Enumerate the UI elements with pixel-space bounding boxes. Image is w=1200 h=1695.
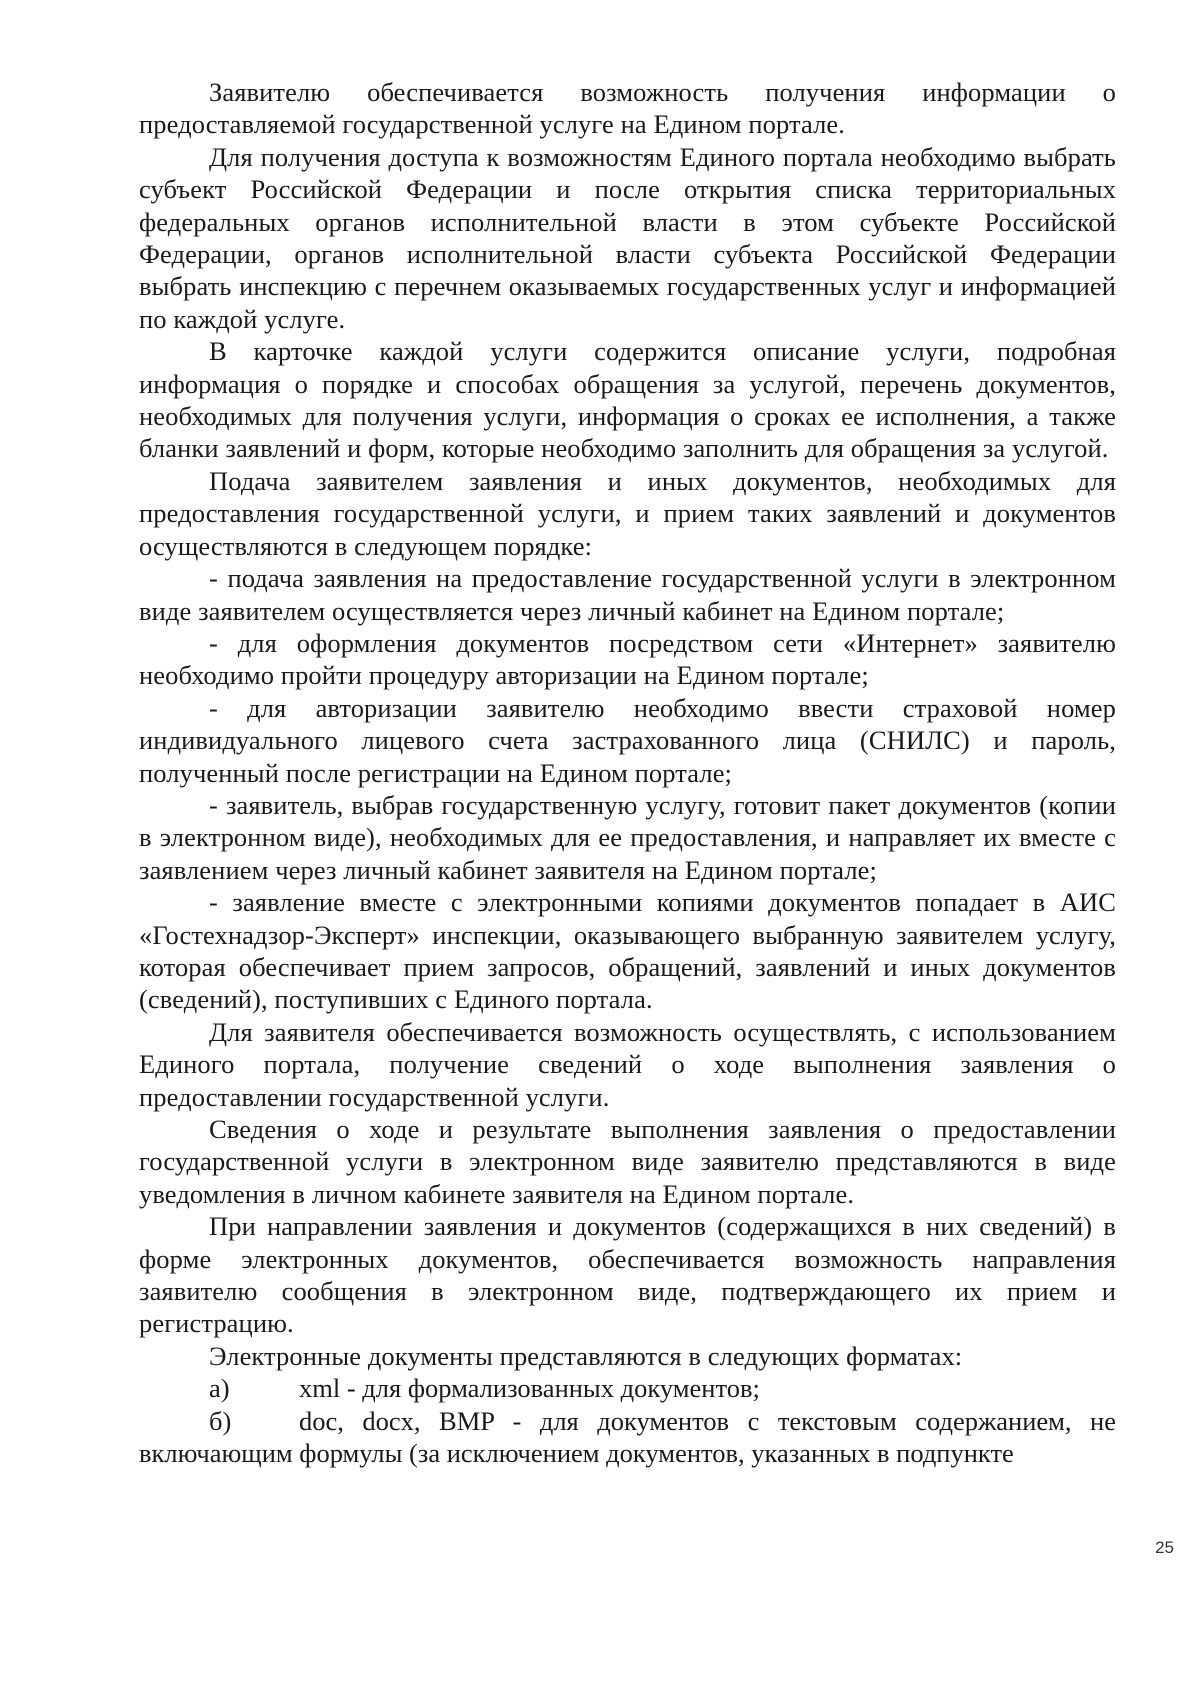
paragraph-10: Для заявителя обеспечивается возможность осуществлять, с использованием Единого портала, получение сведений о ходе выполнения заявления о предоставлении государственной услуги. xyxy=(139,1016,1116,1112)
page-number: 25 xyxy=(1155,1538,1174,1557)
list-marker-b: б) xyxy=(209,1405,232,1436)
paragraph-9: - заявление вместе с электронными копиями документов попадает в АИС «Гостехнадзор-Эксперт» инспекции, оказывающего выбранную заявителем услугу, которая обеспечивает прием запросов, обращений, заявлений и иных документов (сведений), поступивших с Единого портала. xyxy=(139,887,1116,1015)
paragraph-5: - подача заявления на предоставление государственной услуги в электронном виде заявителем осуществляется через личный кабинет на Едином портале; xyxy=(139,563,1116,626)
paragraph-3: В карточке каждой услуги содержится описание услуги, подробная информация о порядке и способах обращения за услугой, перечень документов, необходимых для получения услуги, информация о сроках ее исполнения, а также бланки заявлений и форм, которые необходимо заполнить для обращения за услугой. xyxy=(139,336,1116,464)
list-item-b xyxy=(139,1405,1116,1470)
paragraph-4: Подача заявителем заявления и иных документов, необходимых для предоставления государственной услуги, и прием таких заявлений и документов осуществляются в следующем порядке: xyxy=(139,465,1116,561)
paragraph-8: - заявитель, выбрав государственную услугу, готовит пакет документов (копии в электронном виде), необходимых для ее предоставления, и направляет их вместе с заявлением через личный кабинет заявителя на Едином портале; xyxy=(139,789,1116,885)
paragraph-1: Заявителю обеспечивается возможность получения информации о предоставляемой государственной услуге на Едином портале. xyxy=(139,77,1116,140)
paragraph-13: Электронные документы представляются в следующих форматах: xyxy=(209,1340,963,1371)
list-marker-a: а) xyxy=(209,1373,230,1404)
paragraph-6: - для оформления документов посредством сети «Интернет» заявителю необходимо пройти процедуру авторизации на Едином портале; xyxy=(139,627,1116,691)
paragraph-11: Сведения о ходе и результате выполнения заявления о предоставлении государственной услуги в электронном виде заявителю представляются в виде уведомления в личном кабинете заявителя на Едином портале. xyxy=(139,1114,1116,1209)
paragraph-7: - для авторизации заявителю необходимо ввести страховой номер индивидуального лицевого счета застрахованного лица (СНИЛС) и пароль, полученный после регистрации на Едином портале; xyxy=(139,692,1116,788)
list-text-a: xml - для формализованных документов; xyxy=(299,1373,760,1404)
paragraph-12: При направлении заявления и документов (содержащихся в них сведений) в форме электронных документов, обеспечивается возможность направления заявителю сообщения в электронном виде, подтверждающего их прием и регистрацию. xyxy=(139,1211,1116,1339)
list-text-b: doc, docx, BMP - для документов с текстовым содержанием, не включающим формулы (за исключением документов, указанных в подпункте xyxy=(139,1405,1116,1469)
document-body xyxy=(139,76,1116,1469)
paragraph-2: Для получения доступа к возможностям Единого портала необходимо выбрать субъект Российской Федерации и после открытия списка территориальных федеральных органов исполнительной власти в этом субъекте Российской Федерации, органов исполнительной власти субъекта Российской Федерации выбрать инспекцию с перечнем оказываемых государственных услуг и информацией по каждой услуге. xyxy=(139,141,1116,334)
list-item-a xyxy=(139,1372,1116,1404)
